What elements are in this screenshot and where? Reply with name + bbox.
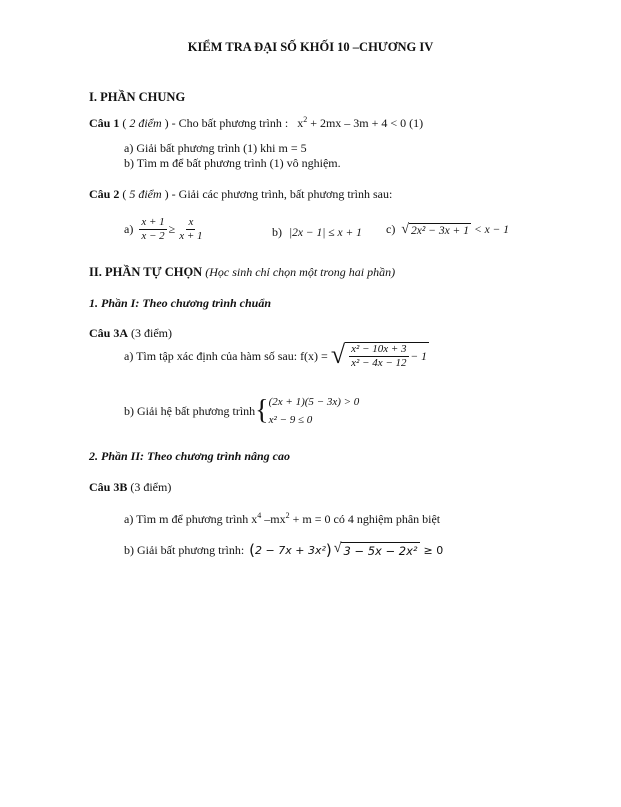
q3b-part-a	[124, 511, 440, 527]
q3a-part-a	[124, 342, 429, 370]
q1-part-b: b) Tìm m để bất phương trình (1) vô nghiệm.	[124, 156, 341, 170]
q2c-sqrt	[401, 223, 471, 237]
q2b-label: b)	[272, 225, 282, 239]
q2-intro: ) - Giải các phương trình, bất phương trình sau:	[164, 187, 393, 201]
q3a-b-text: b) Giải hệ bất phương trình	[124, 403, 256, 418]
sqrt-sign-icon: √	[401, 221, 410, 237]
q1-part-a: a) Giải bất phương trình (1) khi m = 5	[124, 141, 307, 155]
q3b-a-rest2: + m = 0 có 4 nghiệm phân biệt	[289, 512, 441, 526]
q2c-radicand: 2x² − 3x + 1	[411, 224, 469, 237]
q2c-rest: < x − 1	[473, 223, 509, 236]
q2a-num1: x + 1	[141, 216, 165, 228]
q3a-a-radicand	[345, 342, 429, 370]
q2-part-b	[272, 225, 362, 240]
sqrt-sign-icon: √	[333, 541, 342, 556]
q1-points: 2 điểm	[129, 116, 162, 130]
q2-points: 5 điểm	[129, 187, 162, 201]
q2a-fraction-1	[139, 216, 166, 243]
section-heading-part2-row	[89, 265, 395, 280]
q2b-expression: |2x − 1| ≤ x + 1	[289, 227, 362, 239]
q3b-b-tail: ≥ 0	[423, 543, 444, 557]
q3a-a-num: x² − 10x + 3	[351, 343, 407, 355]
q3a-label: Câu 3A	[89, 326, 129, 340]
q1-ineq-exp: 2	[303, 115, 308, 124]
q1-intro: ) - Cho bất phương trình :	[164, 116, 289, 130]
sqrt-sign-icon: √	[330, 340, 346, 369]
q1-inequality	[297, 116, 423, 130]
q3a-a-den: x² − 4x − 12	[351, 357, 407, 369]
subsection-standard: 1. Phần I: Theo chương trình chuẩn	[89, 296, 272, 310]
q3a-b-line1: (2x + 1)(5 − 3x) > 0	[268, 396, 360, 408]
q3b-b-sqrt	[334, 542, 420, 558]
left-paren-icon: (	[249, 541, 256, 559]
q3a-a-fraction	[349, 343, 408, 370]
q2a-label: a)	[124, 222, 134, 236]
q1-paren-open: (	[122, 116, 130, 130]
q3b-a-exp2: 2	[285, 511, 290, 520]
q3a-a-text: a) Tìm tập xác định của hàm số sau: f(x) =	[124, 348, 328, 363]
q3a-b-system	[269, 393, 360, 429]
question-2	[89, 187, 392, 202]
q1-ineq-x: x	[297, 116, 304, 130]
q3a-points: (3 điểm)	[131, 326, 173, 340]
question-3a	[89, 326, 172, 341]
section-heading-part2: II. PHẦN TỰ CHỌN	[89, 265, 203, 279]
q2a-num2: x	[188, 216, 194, 228]
q3b-b-radicand: 3 − 5x − 2x²	[343, 544, 418, 558]
q2-part-c	[386, 222, 509, 237]
q3b-part-b	[124, 541, 443, 559]
q2c-label: c)	[386, 222, 396, 236]
subsection-advanced: 2. Phần II: Theo chương trình nâng cao	[89, 449, 291, 463]
q3b-points: (3 điểm)	[130, 480, 172, 494]
section-heading-part1: I. PHẦN CHUNG	[89, 90, 186, 104]
q2a-den2: x + 1	[179, 230, 203, 242]
part2-note: (Học sinh chỉ chọn một trong hai phần)	[205, 265, 396, 279]
question-3b	[89, 480, 171, 495]
q1-ineq-rest: + 2mx – 3m + 4 < 0 (1)	[307, 116, 424, 130]
q3b-b-paren-expr: 2 − 7x + 3x²	[255, 543, 326, 557]
q3b-a-exp4: 4	[257, 511, 262, 520]
q3a-a-tail: − 1	[410, 350, 427, 363]
q2a-fraction-2	[177, 216, 204, 243]
q2a-relation: ≥	[168, 222, 176, 236]
exam-title: KIỂM TRA ĐẠI SỐ KHỐI 10 –CHƯƠNG IV	[187, 40, 434, 54]
q1-label: Câu 1	[89, 116, 120, 130]
left-brace-icon: {	[255, 395, 269, 426]
q3a-a-sqrt	[331, 342, 429, 370]
q2a-den1: x − 2	[141, 230, 165, 242]
question-1	[89, 115, 423, 131]
q2-part-a	[124, 216, 207, 243]
q3b-label: Câu 3B	[89, 480, 128, 494]
q2-paren-open: (	[122, 187, 130, 201]
q2-label: Câu 2	[89, 187, 120, 201]
right-paren-icon: )	[325, 541, 332, 559]
q3a-b-line2: x² − 9 ≤ 0	[268, 414, 313, 426]
q3b-a-text: a) Tìm m để phương trình x	[124, 512, 258, 526]
q3b-b-text: b) Giải bất phương trình:	[124, 542, 245, 557]
q3b-a-rest1: –mx	[261, 512, 286, 526]
q3a-part-b	[124, 393, 359, 429]
